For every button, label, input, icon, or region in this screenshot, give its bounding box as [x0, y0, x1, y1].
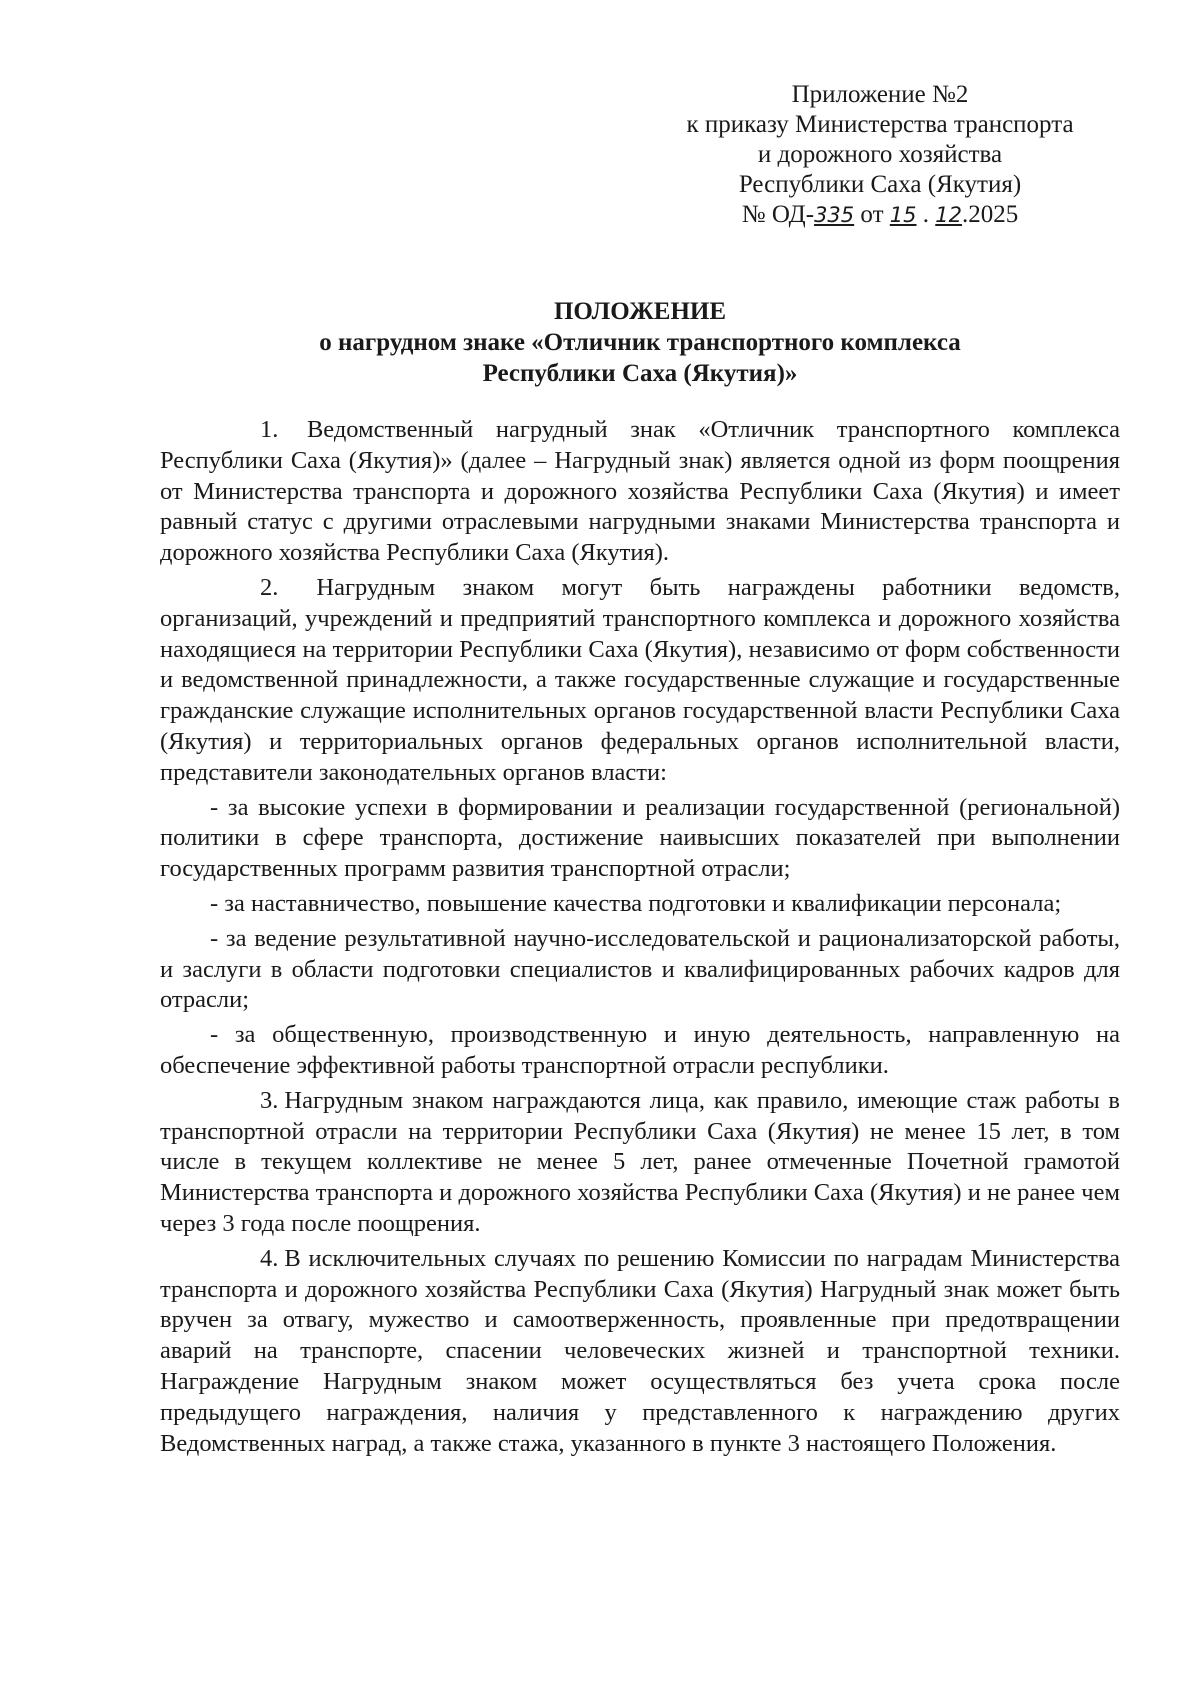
- bullet-item-1: - за высокие успехи в формировании и реализации государственной (региональной) политики в сфере транспорта, достижение наивысших показателей при выполнении государственных программ развития транспортной отрасли;: [160, 793, 1120, 883]
- order-number: 335: [814, 203, 855, 227]
- appendix-label: Приложение №2: [791, 81, 969, 108]
- appendix-header: [620, 80, 1140, 230]
- paragraph-number: 2.: [260, 573, 279, 601]
- paragraph-text: Нагрудным знаком могут быть награждены работники ведомств, организаций, учреждений и предприятий транспортного комплекса и дорожного хозяйства находящиеся на территории Республики Саха (Якутия), независимо от форм собственности и ведомственной принадлежности, а также государственные служащие и государственные гражданские служащие исполнительных органов государственной власти Республики Саха (Якутия) и территориальных органов федеральных органов исполнительной власти, представители законодательных органов власти:: [160, 573, 1120, 786]
- order-number-line: № ОД-335 от 15 . 12.2025: [741, 201, 1019, 228]
- paragraph-1: [160, 415, 1120, 569]
- document-title: [160, 296, 1120, 389]
- title-subject-line-2: Республики Саха (Якутия)»: [482, 360, 798, 387]
- title-main: ПОЛОЖЕНИЕ: [553, 298, 727, 325]
- bullet-item-4: - за общественную, производственную и иную деятельность, направленную на обеспечение эффективной работы транспортной отрасли республики.: [160, 1021, 1120, 1079]
- document-body: [160, 415, 1120, 1463]
- paragraph-text: Ведомственный нагрудный знак «Отличник транспортного комплекса Республики Саха (Якутия)» (далее – Нагрудный знак) является одной из форм поощрения от Министерства транспорта и дорожного хозяйства Республики Саха (Якутия) и имеет равный статус с другими отраслевыми нагрудными знаками Министерства транспорта и дорожного хозяйства Республики Саха (Якутия).: [160, 416, 1120, 567]
- ministry-line: и дорожного хозяйства: [757, 141, 1003, 168]
- paragraph-number: 1.: [260, 416, 279, 443]
- order-month: 12: [935, 203, 962, 227]
- order-prefix: № ОД-: [741, 201, 815, 228]
- paragraph-number: 4.: [260, 1244, 279, 1272]
- paragraph-4: [160, 1244, 1120, 1460]
- bullet-item-2: - за наставничество, повышение качества подготовки и квалификации персонала;: [210, 889, 1062, 917]
- order-year: .2025: [961, 201, 1019, 228]
- paragraph-2: [160, 573, 1120, 789]
- paragraph-text: В исключительных случаях по решению Комиссии по наградам Министерства транспорта и дорожного хозяйства Республики Саха (Якутия) Нагрудный знак может быть вручен за отвагу, мужество и самоотверженность, проявленные при предотвращении аварий на транспорте, спасении человеческих жизней и транспортной техники. Награждение Нагрудным знаком может осуществляться без учета срока после предыдущего награждения, наличия у представленного к награждению других Ведомственных наград, а также стажа, указанного в пункте 3 настоящего Положения.: [160, 1244, 1120, 1457]
- paragraph-number: 3.: [260, 1086, 279, 1114]
- paragraph-text: Нагрудным знаком награждаются лица, как правило, имеющие стаж работы в транспортной отрасли на территории Республики Саха (Якутия) не менее 15 лет, в том числе в текущем коллективе не менее 5 лет, ранее отмеченные Почетной грамотой Министерства транспорта и дорожного хозяйства Республики Саха (Якутия) и не ранее чем через 3 года после поощрения.: [160, 1086, 1120, 1237]
- bullet-item-3: - за ведение результативной научно-исследовательской и рационализаторской работы, и заслуги в области подготовки специалистов и квалифицированных рабочих кадров для отрасли;: [160, 924, 1120, 1014]
- date-prefix: от: [854, 201, 890, 228]
- paragraph-3: [160, 1086, 1120, 1240]
- order-reference-line: к приказу Министерства транспорта: [686, 111, 1074, 138]
- order-day: 15: [889, 203, 917, 227]
- title-subject-line-1: о нагрудном знаке «Отличник транспортного комплекса: [319, 329, 961, 356]
- republic-line: Республики Саха (Якутия): [738, 171, 1022, 198]
